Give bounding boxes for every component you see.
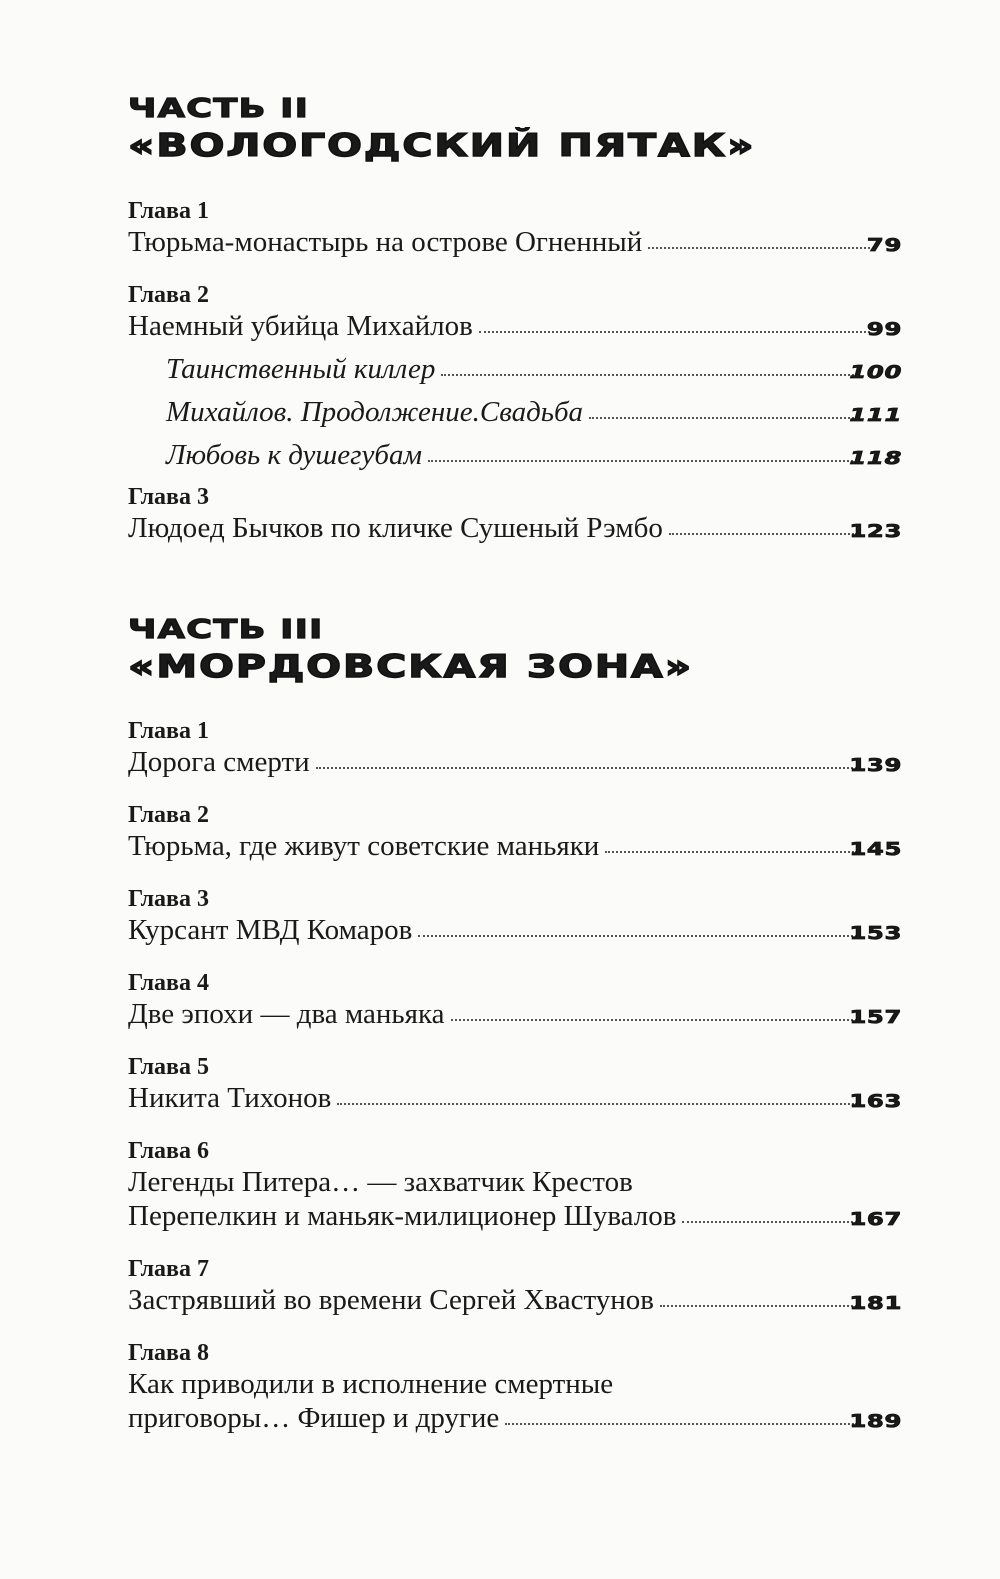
page-number: 118 bbox=[849, 448, 902, 469]
toc-subentry[interactable] bbox=[128, 438, 902, 476]
dot-leader bbox=[316, 763, 857, 769]
page-number: 139 bbox=[849, 755, 902, 776]
page-number: 167 bbox=[849, 1209, 902, 1230]
page-number: 79 bbox=[866, 235, 902, 256]
subsection-title: Любовь к душегубам bbox=[166, 439, 422, 471]
chapter-title: Людоед Бычков по кличке Сушеный Рэмбо bbox=[128, 512, 663, 544]
dot-leader bbox=[669, 529, 857, 535]
toc-subentry[interactable] bbox=[128, 395, 902, 433]
toc-entry[interactable] bbox=[128, 801, 902, 867]
chapter-label: Глава 6 bbox=[128, 1138, 209, 1164]
toc-entry[interactable] bbox=[128, 1339, 902, 1439]
dot-leader bbox=[337, 1099, 857, 1105]
chapter-title: Тюрьма, где живут советские маньяки bbox=[128, 830, 600, 862]
chapter-label: Глава 1 bbox=[128, 198, 209, 224]
chapter-title: Никита Тихонов bbox=[128, 1082, 332, 1114]
toc-entry[interactable] bbox=[128, 969, 902, 1035]
toc-entry[interactable] bbox=[128, 1255, 902, 1321]
chapter-title-line-1: Как приводили в исполнение смертные bbox=[128, 1368, 614, 1400]
dot-leader bbox=[589, 413, 857, 419]
page-number: 189 bbox=[849, 1411, 902, 1432]
chapter-title: Две эпохи — два маньяка bbox=[128, 998, 445, 1030]
part-3-heading bbox=[128, 615, 908, 687]
page-number: 100 bbox=[849, 362, 902, 383]
chapter-label: Глава 8 bbox=[128, 1340, 209, 1366]
page-number: 163 bbox=[849, 1091, 902, 1112]
subsection-title: Михайлов. Продолжение.Свадьба bbox=[166, 396, 584, 428]
chapter-label: Глава 4 bbox=[128, 970, 209, 996]
dot-leader bbox=[441, 370, 857, 376]
chapter-label: Глава 2 bbox=[128, 802, 209, 828]
chapter-title: приговоры… Фишер и другие bbox=[128, 1402, 500, 1434]
chapter-title: Курсант МВД Комаров bbox=[128, 914, 413, 946]
dot-leader bbox=[682, 1217, 856, 1223]
page-number: 123 bbox=[849, 521, 902, 542]
page-number: 99 bbox=[866, 319, 902, 340]
chapter-label: Глава 3 bbox=[128, 484, 209, 510]
part-2-label: ЧАСТЬ II bbox=[128, 94, 310, 124]
chapter-title: Застрявший во времени Сергей Хвастунов bbox=[128, 1284, 654, 1316]
page-number: 157 bbox=[849, 1007, 902, 1028]
chapter-title: Перепелкин и маньяк-милиционер Шувалов bbox=[128, 1200, 677, 1232]
chapter-label: Глава 3 bbox=[128, 886, 209, 912]
toc-entry[interactable] bbox=[128, 1053, 902, 1119]
toc-entry[interactable] bbox=[128, 483, 902, 549]
page-number: 181 bbox=[849, 1293, 902, 1314]
chapter-label: Глава 7 bbox=[128, 1256, 209, 1282]
dot-leader bbox=[451, 1015, 857, 1021]
page-number: 153 bbox=[849, 923, 902, 944]
dot-leader bbox=[428, 456, 857, 462]
toc-entry[interactable] bbox=[128, 885, 902, 951]
toc-entry[interactable] bbox=[128, 197, 902, 263]
dot-leader bbox=[648, 243, 870, 249]
part-2-heading bbox=[128, 94, 908, 166]
dot-leader bbox=[418, 931, 857, 937]
chapter-title: Дорога смерти bbox=[128, 746, 310, 778]
chapter-title: Тюрьма-монастырь на острове Огненный bbox=[128, 226, 643, 258]
dot-leader bbox=[660, 1301, 857, 1307]
dot-leader bbox=[505, 1419, 857, 1425]
subsection-title: Таинственный киллер bbox=[166, 353, 436, 385]
toc-entry[interactable] bbox=[128, 281, 902, 476]
chapter-label: Глава 2 bbox=[128, 282, 209, 308]
toc-entry[interactable] bbox=[128, 1137, 902, 1237]
chapter-label: Глава 1 bbox=[128, 718, 209, 744]
chapter-label: Глава 5 bbox=[128, 1054, 209, 1080]
dot-leader bbox=[479, 327, 870, 333]
page-number: 145 bbox=[849, 839, 902, 860]
dot-leader bbox=[605, 847, 857, 853]
chapter-title-line-1: Легенды Питера… — захватчик Крестов bbox=[128, 1166, 633, 1198]
toc-entry[interactable] bbox=[128, 717, 902, 783]
part-2-title: «ВОЛОГОДСКИЙ ПЯТАК» bbox=[128, 128, 756, 164]
toc-subentry[interactable] bbox=[128, 352, 902, 390]
part-3-label: ЧАСТЬ III bbox=[128, 615, 324, 645]
page-number: 111 bbox=[849, 405, 902, 426]
part-3-title: «МОРДОВСКАЯ ЗОНА» bbox=[128, 649, 694, 685]
chapter-title: Наемный убийца Михайлов bbox=[128, 310, 473, 342]
